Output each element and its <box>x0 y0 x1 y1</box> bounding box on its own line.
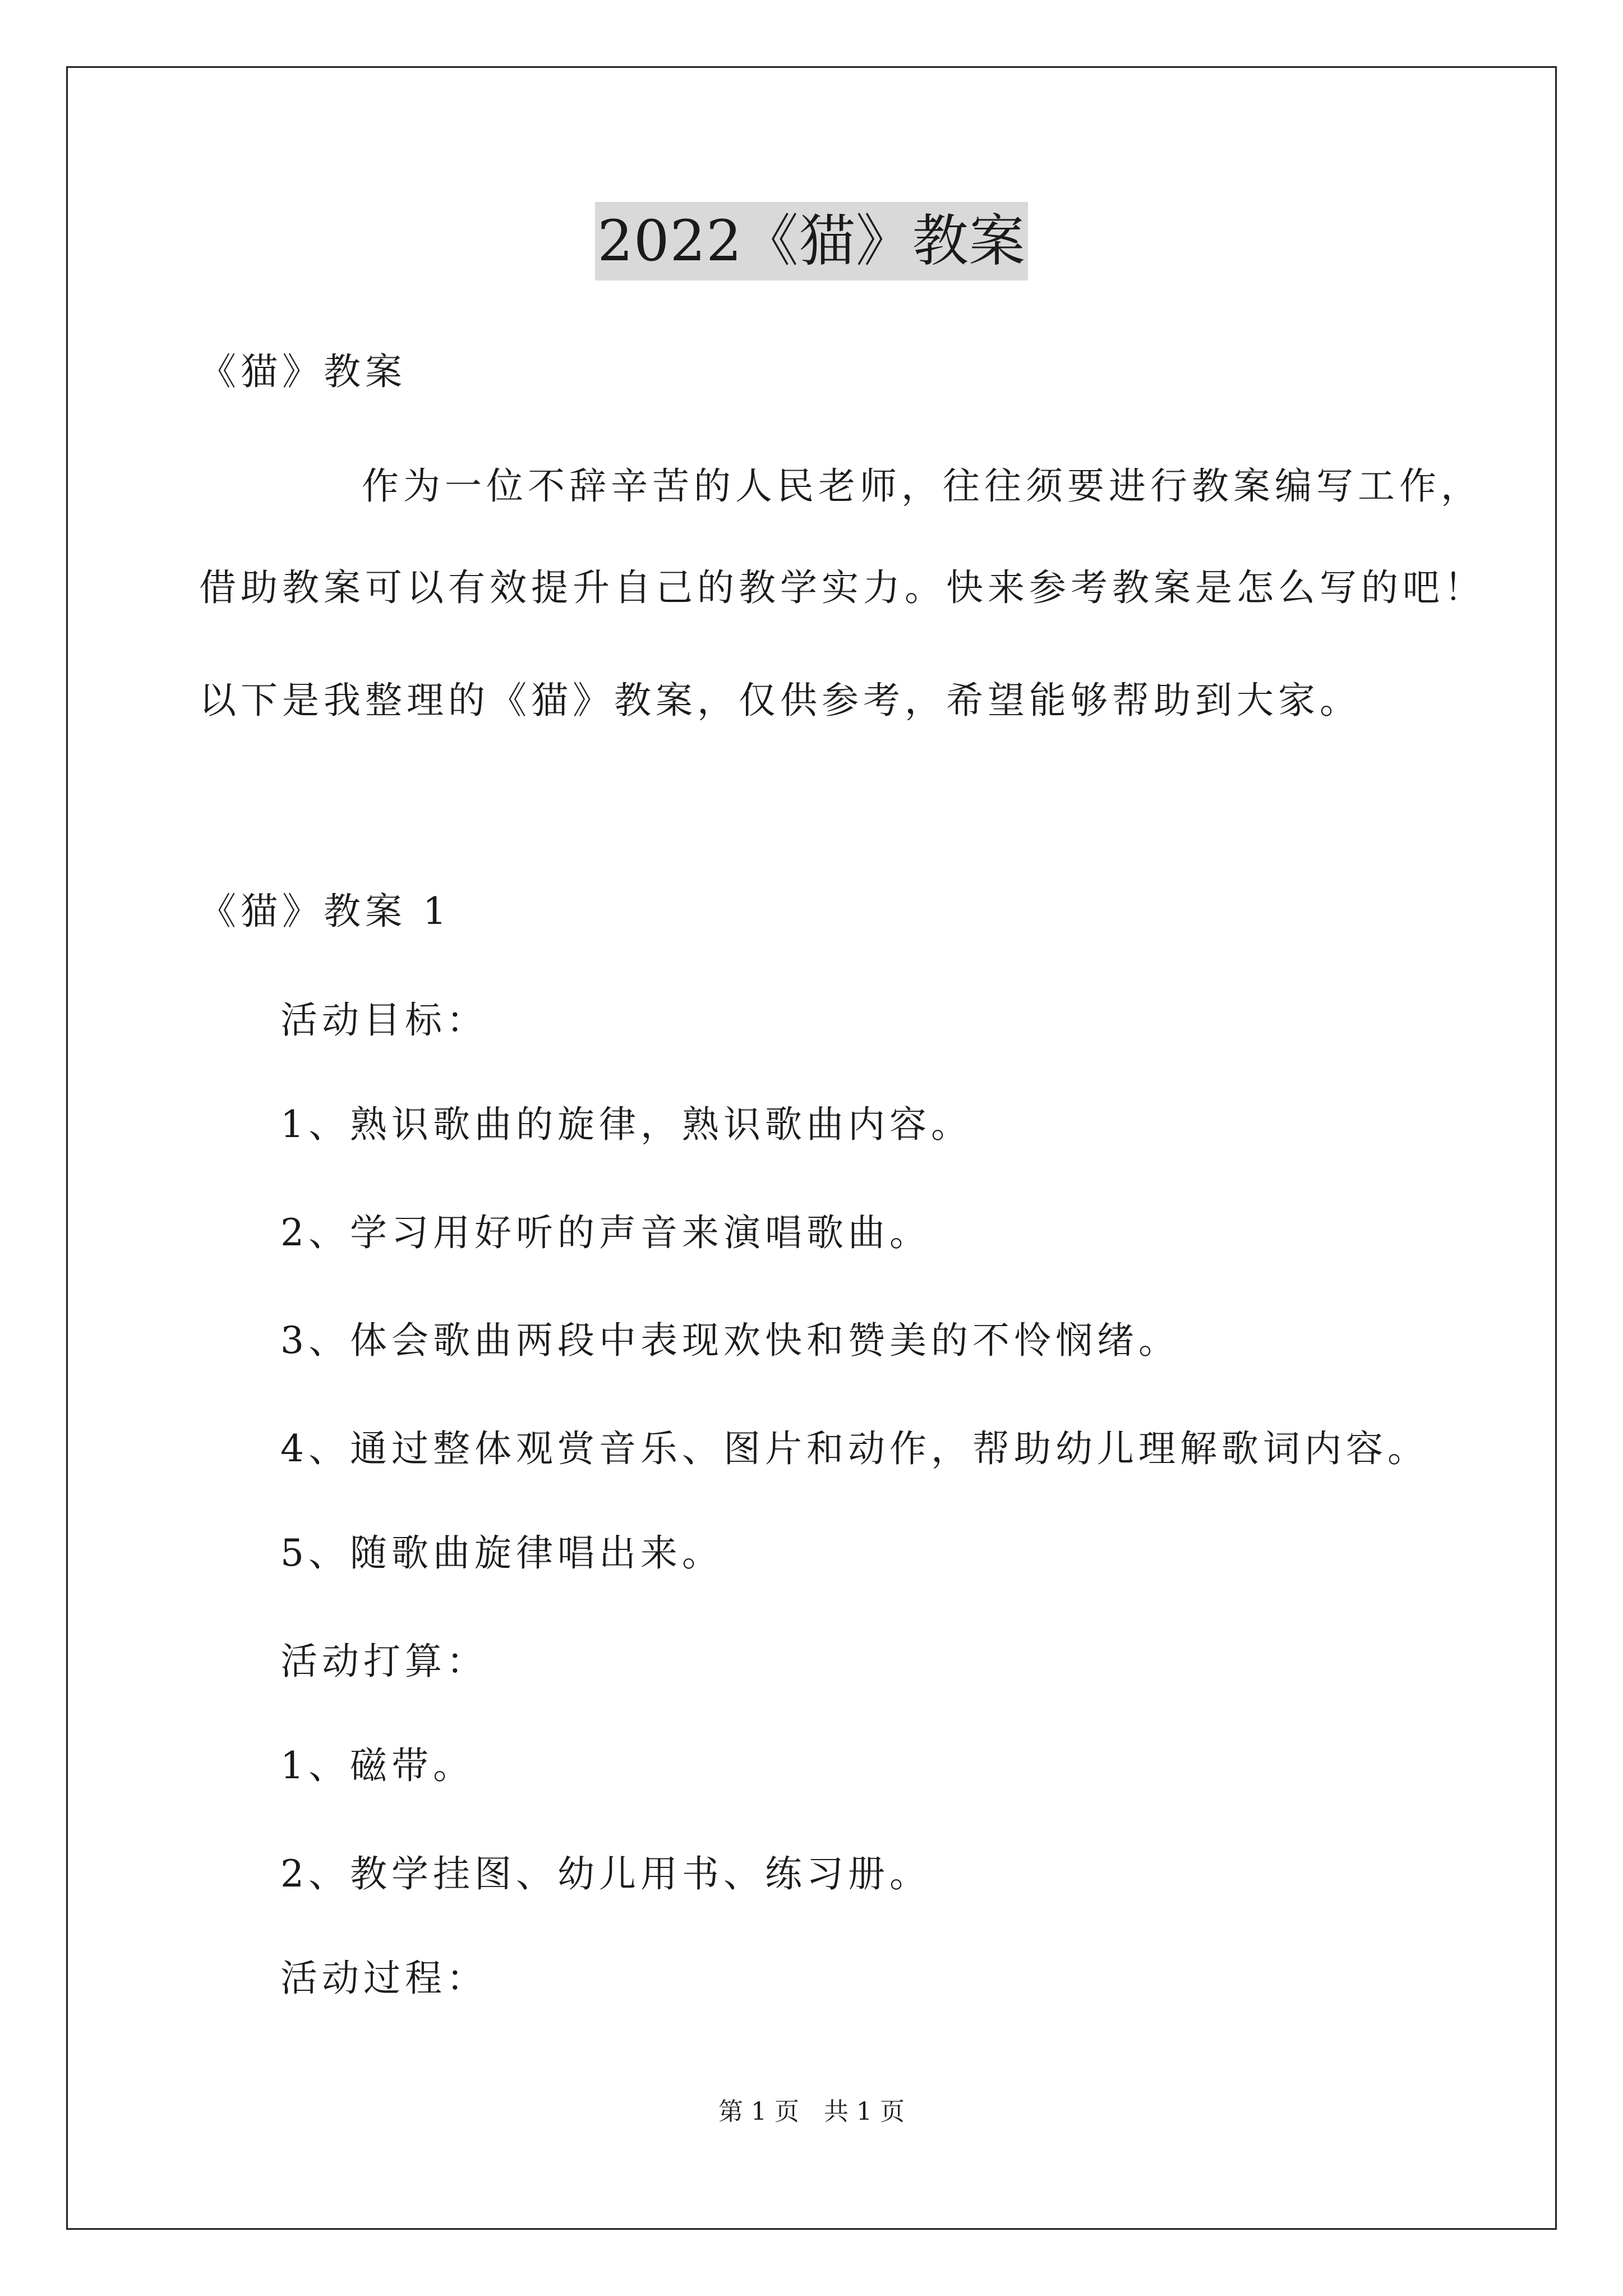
preparation-label: 活动打算： <box>280 1640 488 1683</box>
title-container <box>0 202 1623 280</box>
intro-line-1: 作为一位不辞辛苦的人民老师，往往须要进行教案编写工作， <box>362 464 1482 508</box>
page-footer: 第 1 页 共 1 页 <box>718 2097 905 2126</box>
goal-item: 5、随歌曲旋律唱出来。 <box>280 1531 723 1575</box>
section-heading: 《猫》教案 1 <box>199 890 451 933</box>
intro-line-2: 借助教案可以有效提升自己的教学实力。快来参考教案是怎么写的吧！ <box>199 566 1486 609</box>
preparation-item: 2、教学挂图、幼儿用书、练习册。 <box>280 1852 931 1895</box>
process-label: 活动过程： <box>280 1957 488 2000</box>
goal-item: 3、体会歌曲两段中表现欢快和赞美的不怜悯绪。 <box>280 1319 1180 1362</box>
preparation-item: 1、磁带。 <box>280 1744 474 1787</box>
activity-goals-label: 活动目标： <box>280 999 488 1042</box>
goal-item: 2、学习用好听的声音来演唱歌曲。 <box>280 1211 931 1254</box>
document-title: 2022《猫》教案 <box>595 202 1028 280</box>
subtitle: 《猫》教案 <box>199 350 407 393</box>
goal-item: 1、熟识歌曲的旋律，熟识歌曲内容。 <box>280 1103 972 1146</box>
goal-item: 4、通过整体观赏音乐、图片和动作，帮助幼儿理解歌词内容。 <box>280 1427 1429 1470</box>
intro-line-3: 以下是我整理的《猫》教案，仅供参考，希望能够帮助到大家。 <box>199 679 1361 722</box>
